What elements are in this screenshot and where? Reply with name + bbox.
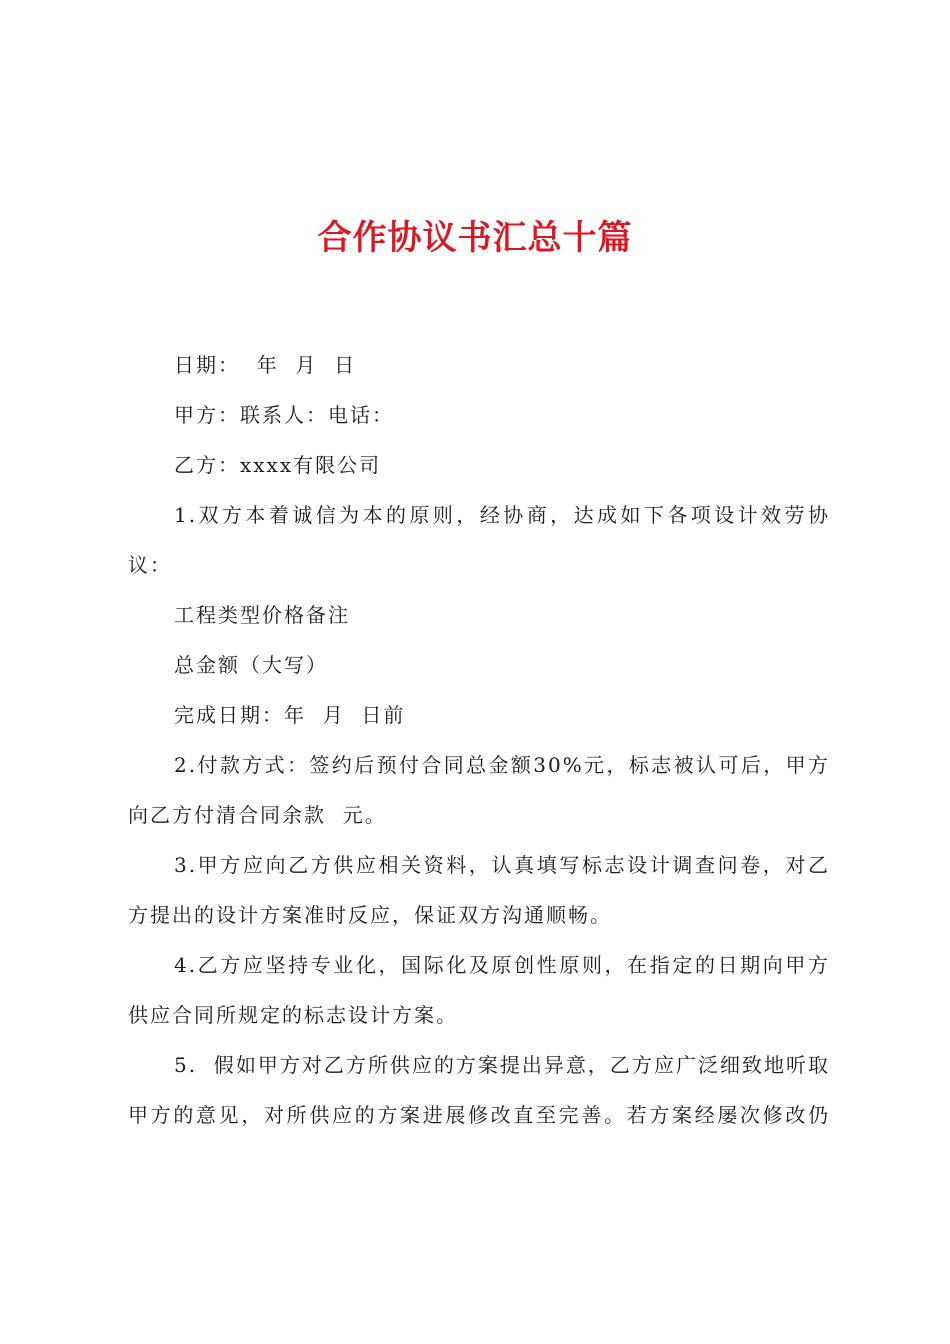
project-type-line: 工程类型价格备注 bbox=[174, 603, 350, 627]
clause-4-line-2: 供应合同所规定的标志设计方案。 bbox=[128, 1003, 458, 1027]
clause-5-line-1: 5. 假如甲方对乙方所供应的方案提出异意，乙方应广泛细致地听取 bbox=[174, 1053, 830, 1077]
clause-5-line-2: 甲方的意见，对所供应的方案进展修改直至完善。若方案经屡次修改仍 bbox=[128, 1103, 830, 1127]
clause-1-line-2: 议： bbox=[128, 553, 172, 577]
party-b-line: 乙方：xxxx有限公司 bbox=[174, 453, 382, 477]
date-line: 日期： 年 月 日 bbox=[174, 353, 357, 377]
total-amount-line: 总金额（大写） bbox=[174, 653, 328, 677]
clause-3-line-2: 方提出的设计方案准时反应，保证双方沟通顺畅。 bbox=[128, 903, 612, 927]
completion-date-line: 完成日期：年 月 日前 bbox=[174, 703, 406, 727]
clause-2-line-1: 2.付款方式：签约后预付合同总金额30%元，标志被认可后，甲方 bbox=[174, 753, 830, 777]
clause-4-line-1: 4.乙方应坚持专业化，国际化及原创性原则，在指定的日期向甲方 bbox=[174, 953, 830, 977]
clause-3-line-1: 3.甲方应向乙方供应相关资料，认真填写标志设计调查问卷，对乙 bbox=[174, 853, 830, 877]
party-a-line: 甲方：联系人：电话： bbox=[174, 403, 394, 427]
document-body bbox=[128, 340, 830, 1140]
clause-2-line-2: 向乙方付清合同余款 元。 bbox=[128, 803, 387, 827]
clause-1-line-1: 1.双方本着诚信为本的原则，经协商，达成如下各项设计效劳协 bbox=[174, 503, 830, 527]
document-title: 合作协议书汇总十篇 bbox=[317, 218, 633, 258]
